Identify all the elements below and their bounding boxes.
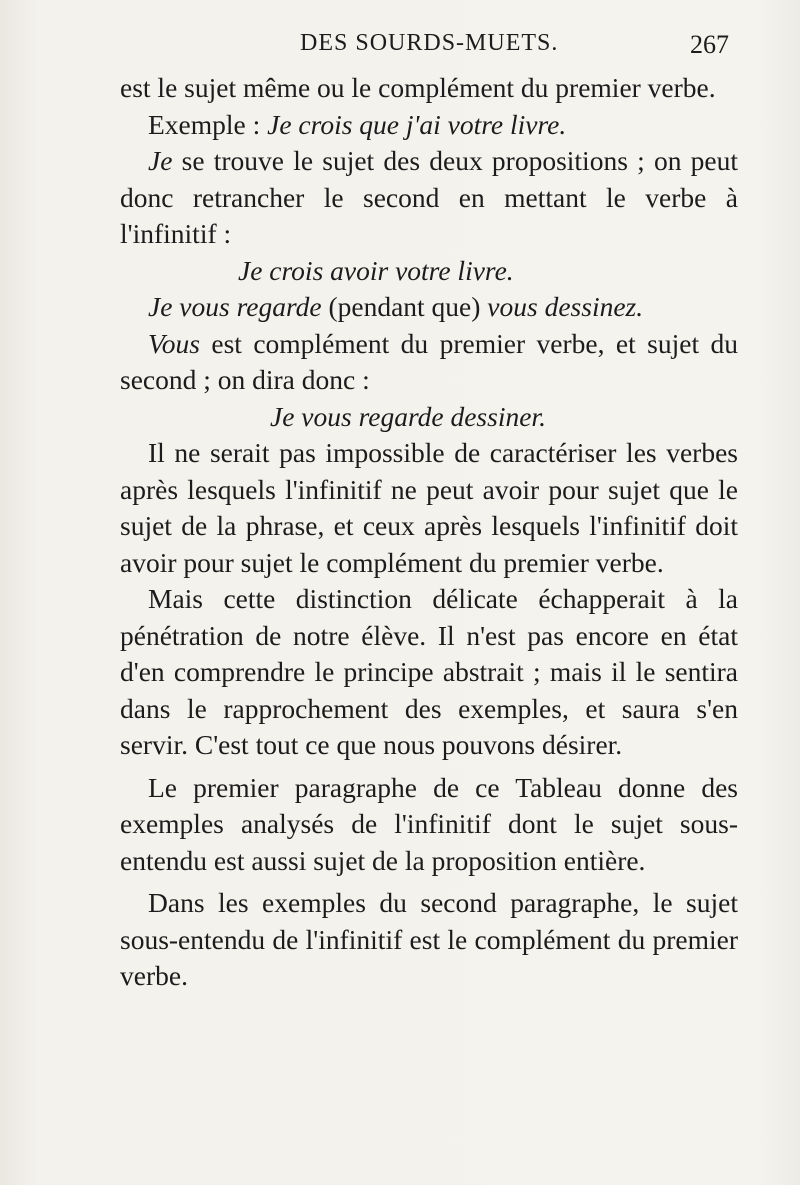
example-infinitive-2-plain: Je vous [270, 400, 359, 432]
paragraph-continuation: est le sujet même ou le complément du premier verbe. [120, 72, 716, 103]
paragraph-first-section: Le premier paragraphe de ce Tableau donne des exemples analysés de l'infinitif dont le sujet sous-entendu est aussi sujet de la proposition entière. [120, 771, 738, 876]
running-head [0, 30, 800, 70]
body-text [120, 70, 738, 995]
example-infinitive-1-text: Je crois avoir votre livre. [238, 254, 514, 286]
example-infinitive-2 [120, 399, 738, 436]
je-word: Je [148, 145, 173, 176]
paragraph-characterize: Il ne serait pas impossible de caractériser les verbes après lesquels l'infinitif ne peut avoir pour sujet que le sujet de la phrase, et ceux après lesquels l'infinitif doit avoir pour sujet le complément du premier verbe. [120, 437, 738, 578]
example-2-part-b: vous dessinez. [487, 291, 644, 322]
example-2-part-a: Je vous regarde [148, 291, 322, 322]
example-2-middle: (pendant que) [321, 291, 488, 322]
example-infinitive-1 [120, 253, 738, 290]
vous-explanation: est complément du premier verbe, et sujet du second ; on dira donc : [120, 327, 738, 395]
paragraph-je-subject [120, 143, 738, 253]
paragraph-example-2 [120, 289, 738, 326]
je-explanation: se trouve le sujet des deux propositions ; on peut donc retrancher le second en mettant le verbe à l'infinitif : [120, 145, 738, 249]
paragraph-distinction: Mais cette distinction délicate échapperait à la pénétration de notre élève. Il n'est pas encore en état d'en comprendre le principe abstrait ; mais il le sentira dans le rapprochement des exemples, et saura s'en servir. C'est tout ce que nous pouvons désirer. [120, 583, 738, 760]
paragraph-second-section: Dans les exemples du second paragraphe, le sujet sous-entendu de l'infinitif est le complément du premier verbe. [120, 887, 738, 991]
example-lead: Exemple : [148, 108, 268, 140]
paragraph-vous-complement [120, 326, 738, 399]
paragraph-example [120, 107, 738, 144]
vous-word: Vous [148, 327, 200, 359]
example-infinitive-2-italic: regarde dessiner. [358, 400, 546, 432]
page-number: 267 [690, 30, 729, 59]
running-title: DES SOURDS-MUETS. [300, 30, 559, 56]
example-sentence: Je crois que j'ai votre livre. [267, 108, 567, 140]
